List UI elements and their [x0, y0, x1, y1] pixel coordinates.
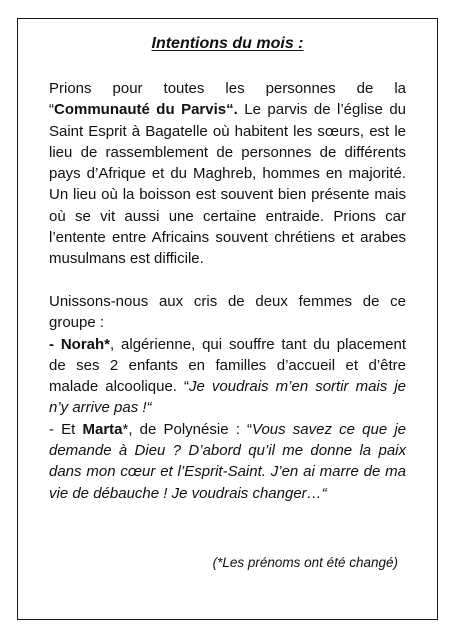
- paragraph-parvis-rest: Le parvis de l’église du Saint Esprit à Bagatelle où habitent les sœurs, est le lieu de rassemblement de personnes de différents pays d’Afrique et du Maghreb, hommes en majorité. Un lieu où la boisson est souvent bien présente mais où se vit aussi une certaine entraide. Prions car l’entente entre Africains souvent chrétiens et arabes musulmans est difficile.: [49, 101, 407, 268]
- community-name: Communauté du Parvis“.: [54, 101, 238, 119]
- paragraph-gap: [49, 270, 406, 291]
- norah-text: , algérienne, qui souffre tant du placement de ses 2 enfants en familles d’accueil et d’être malade alcoolique. “: [49, 335, 406, 396]
- norah-name: - Norah*: [49, 335, 111, 353]
- paragraph-marta: [49, 419, 406, 504]
- marta-quote: Vous savez ce que je demande à Dieu ? D’abord qu’il me donne la paix dans mon cœur et l’Esprit-Saint. J’en ai marre de ma vie de débauche ! Je voudrais changer…“: [49, 420, 406, 502]
- paragraph-intro: Unissons-nous aux cris de deux femmes de ce groupe :: [49, 292, 406, 332]
- marta-name: Marta: [82, 420, 123, 438]
- marta-prefix: - Et: [49, 420, 83, 438]
- paragraph-parvis-lead: Prions pour toutes les personnes de la “: [49, 80, 406, 119]
- paragraph-parvis: [49, 78, 406, 270]
- footnote: (*Les prénoms ont été changé): [212, 555, 398, 570]
- body-text: [49, 78, 406, 504]
- content-frame: [17, 18, 438, 620]
- paragraph-norah: [49, 334, 406, 419]
- marta-text: *, de Polynésie : “: [122, 420, 253, 438]
- page-title: Intentions du mois :: [151, 35, 304, 52]
- norah-quote: Je voudrais m’en sortir mais je n’y arrive pas !“: [49, 378, 406, 417]
